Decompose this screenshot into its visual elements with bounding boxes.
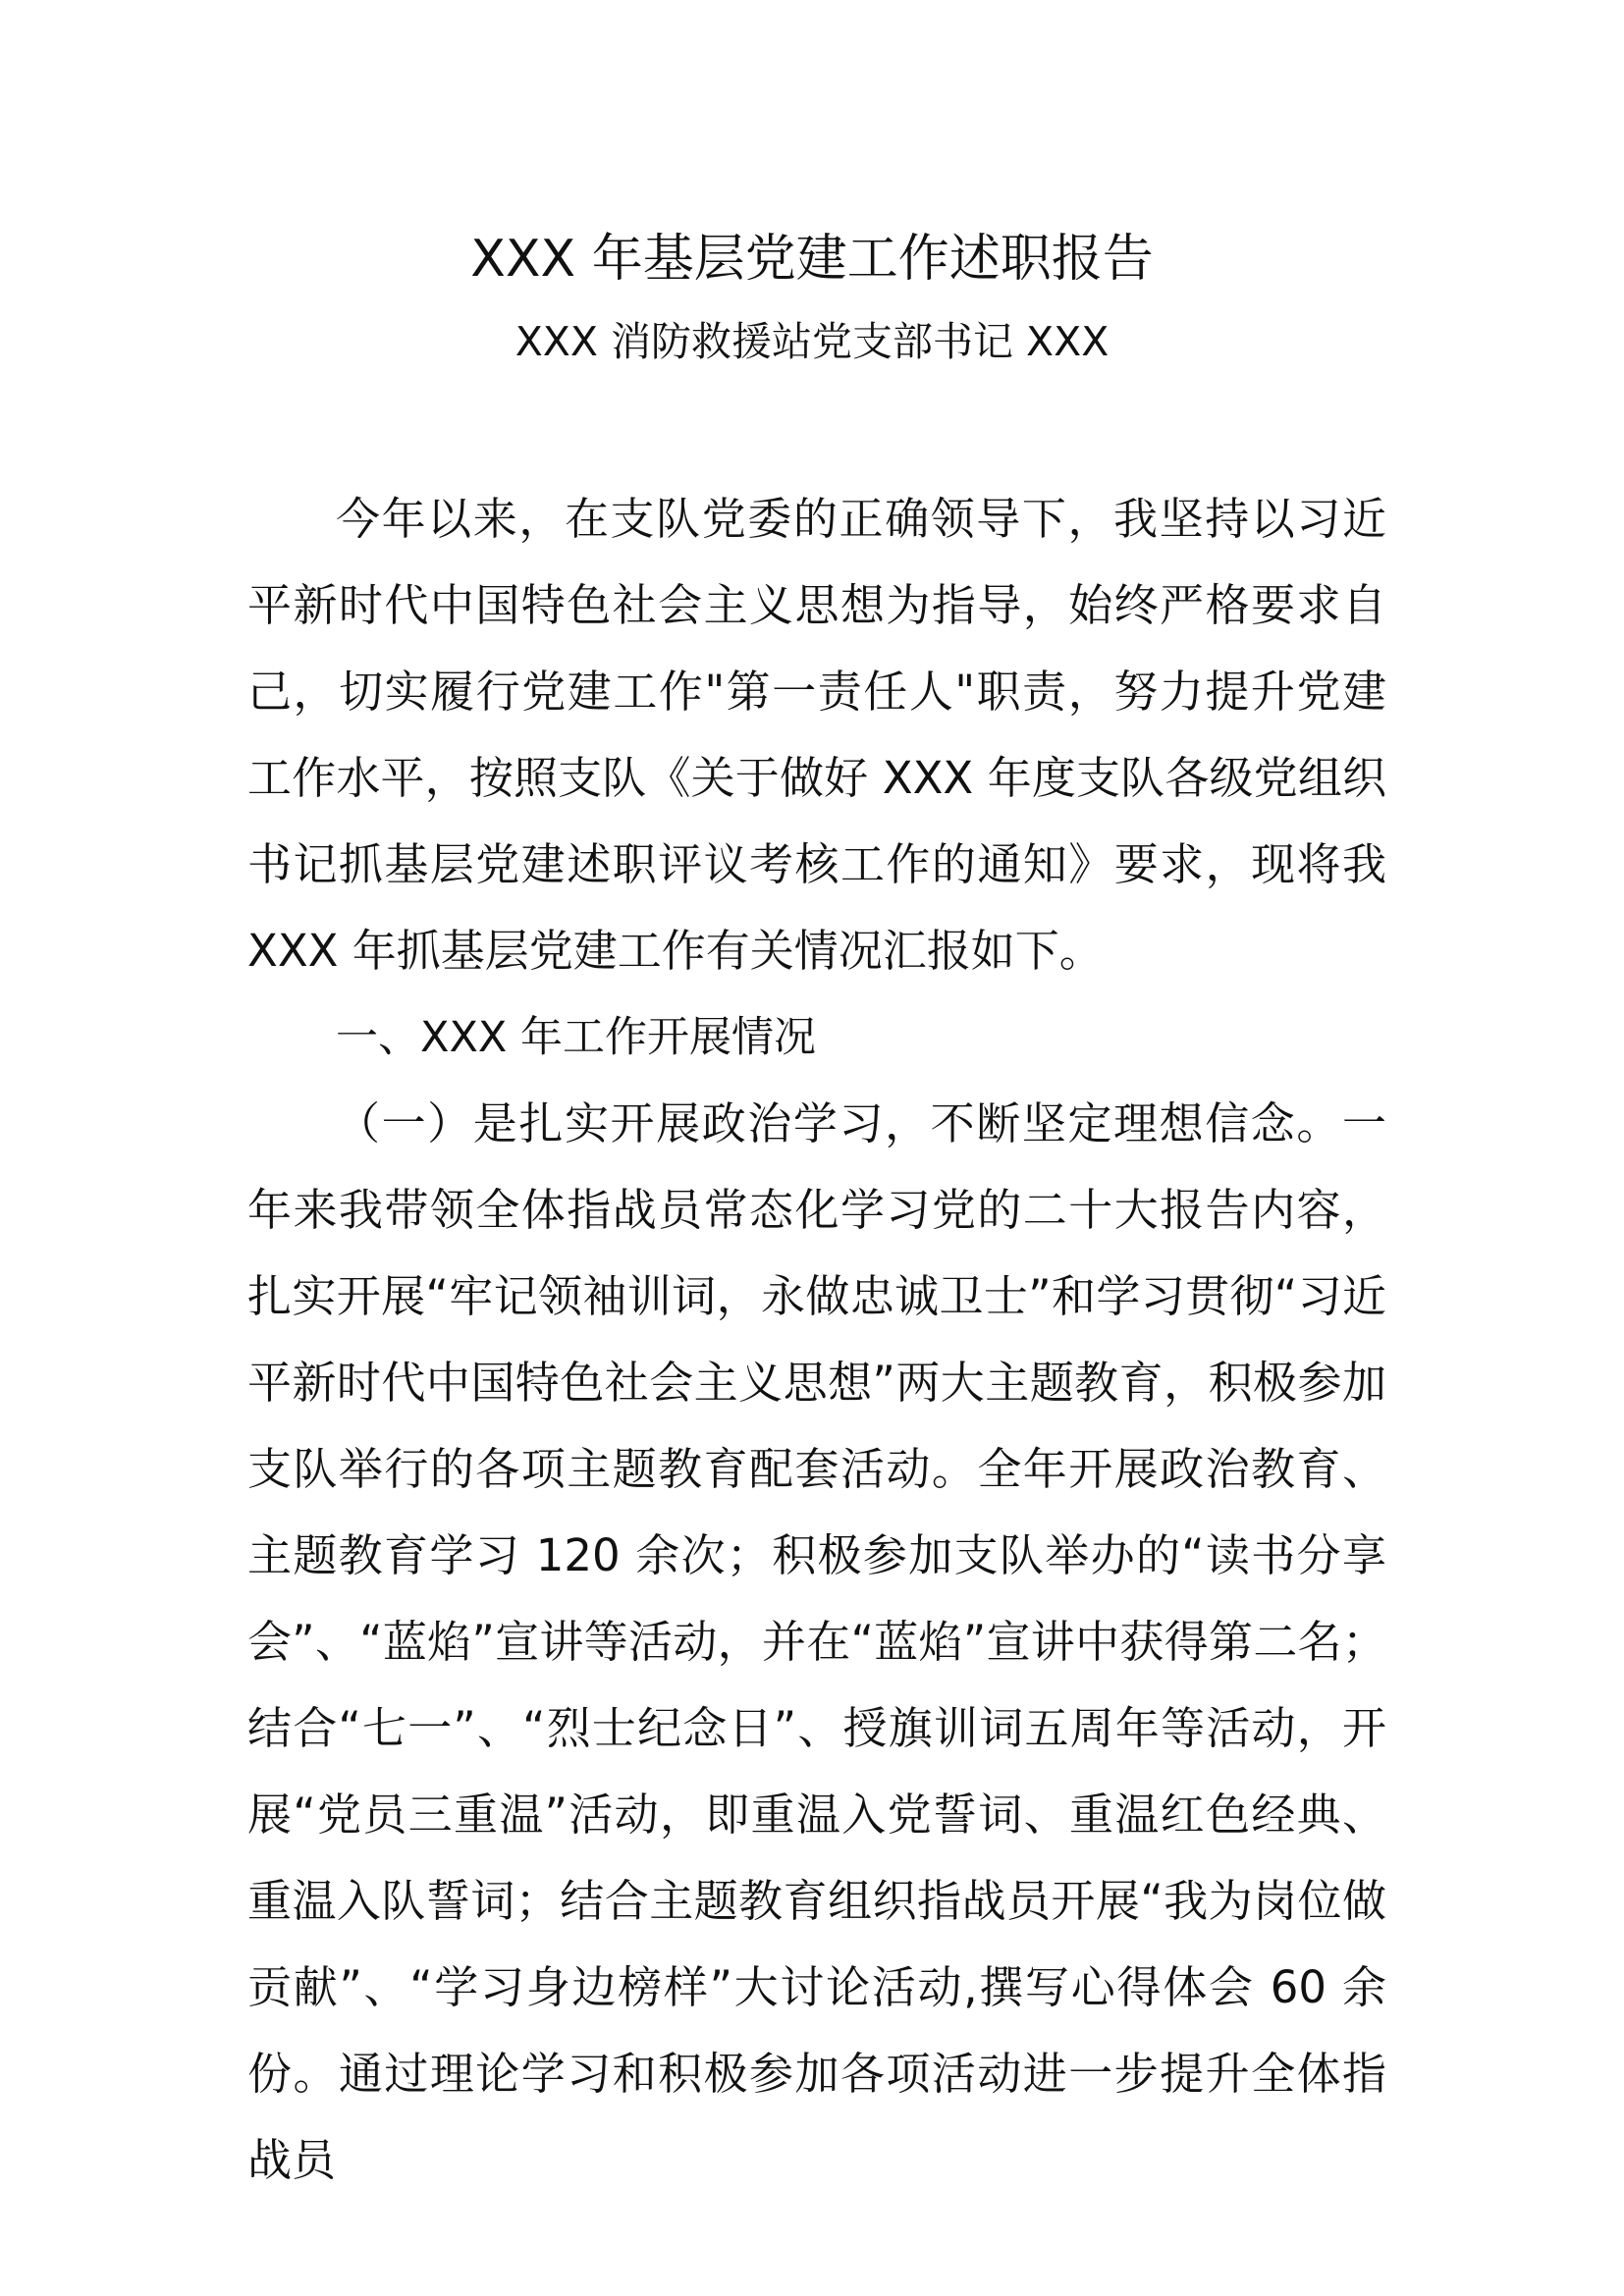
document-body: [247, 476, 1386, 2204]
section-paragraph: （一）是扎实开展政治学习，不断坚定理想信念。一年来我带领全体指战员常态化学习党的二十大报告内容，扎实开展“牢记领袖训词，永做忠诚卫士”和学习贯彻“习近平新时代中国特色社会主义思想”两大主题教育，积极参加支队举行的各项主题教育配套活动。全年开展政治教育、主题教育学习 120 余次；积极参加支队举办的“读书分享会”、“蓝焰”宣讲等活动，并在“蓝焰”宣讲中获得第二名；结合“七一”、“烈士纪念日”、授旗训词五周年等活动，开展“党员三重温”活动，即重温入党誓词、重温红色经典、重温入队誓词；结合主题教育组织指战员开展“我为岗位做贡献”、“学习身边榜样”大讨论活动,撰写心得体会 60 余份。通过理论学习和积极参加各项活动进一步提升全体指战员: [247, 1097, 1386, 2186]
document-title: XXX 年基层党建工作述职报告: [470, 230, 1154, 289]
intro-paragraph: 今年以来，在支队党委的正确领导下，我坚持以习近平新时代中国特色社会主义思想为指导，始终严格要求自己，切实履行党建工作"第一责任人"职责，努力提升党建工作水平，按照支队《关于做好 XXX 年度支队各级党组织书记抓基层党建述职评议考核工作的通知》要求，现将我 XXX 年抓基层党建工作有关情况汇报如下。: [247, 493, 1386, 977]
document-subtitle: XXX 消防救援站党支部书记 XXX: [514, 318, 1110, 365]
section-heading: 一、XXX 年工作开展情况: [336, 1013, 817, 1062]
